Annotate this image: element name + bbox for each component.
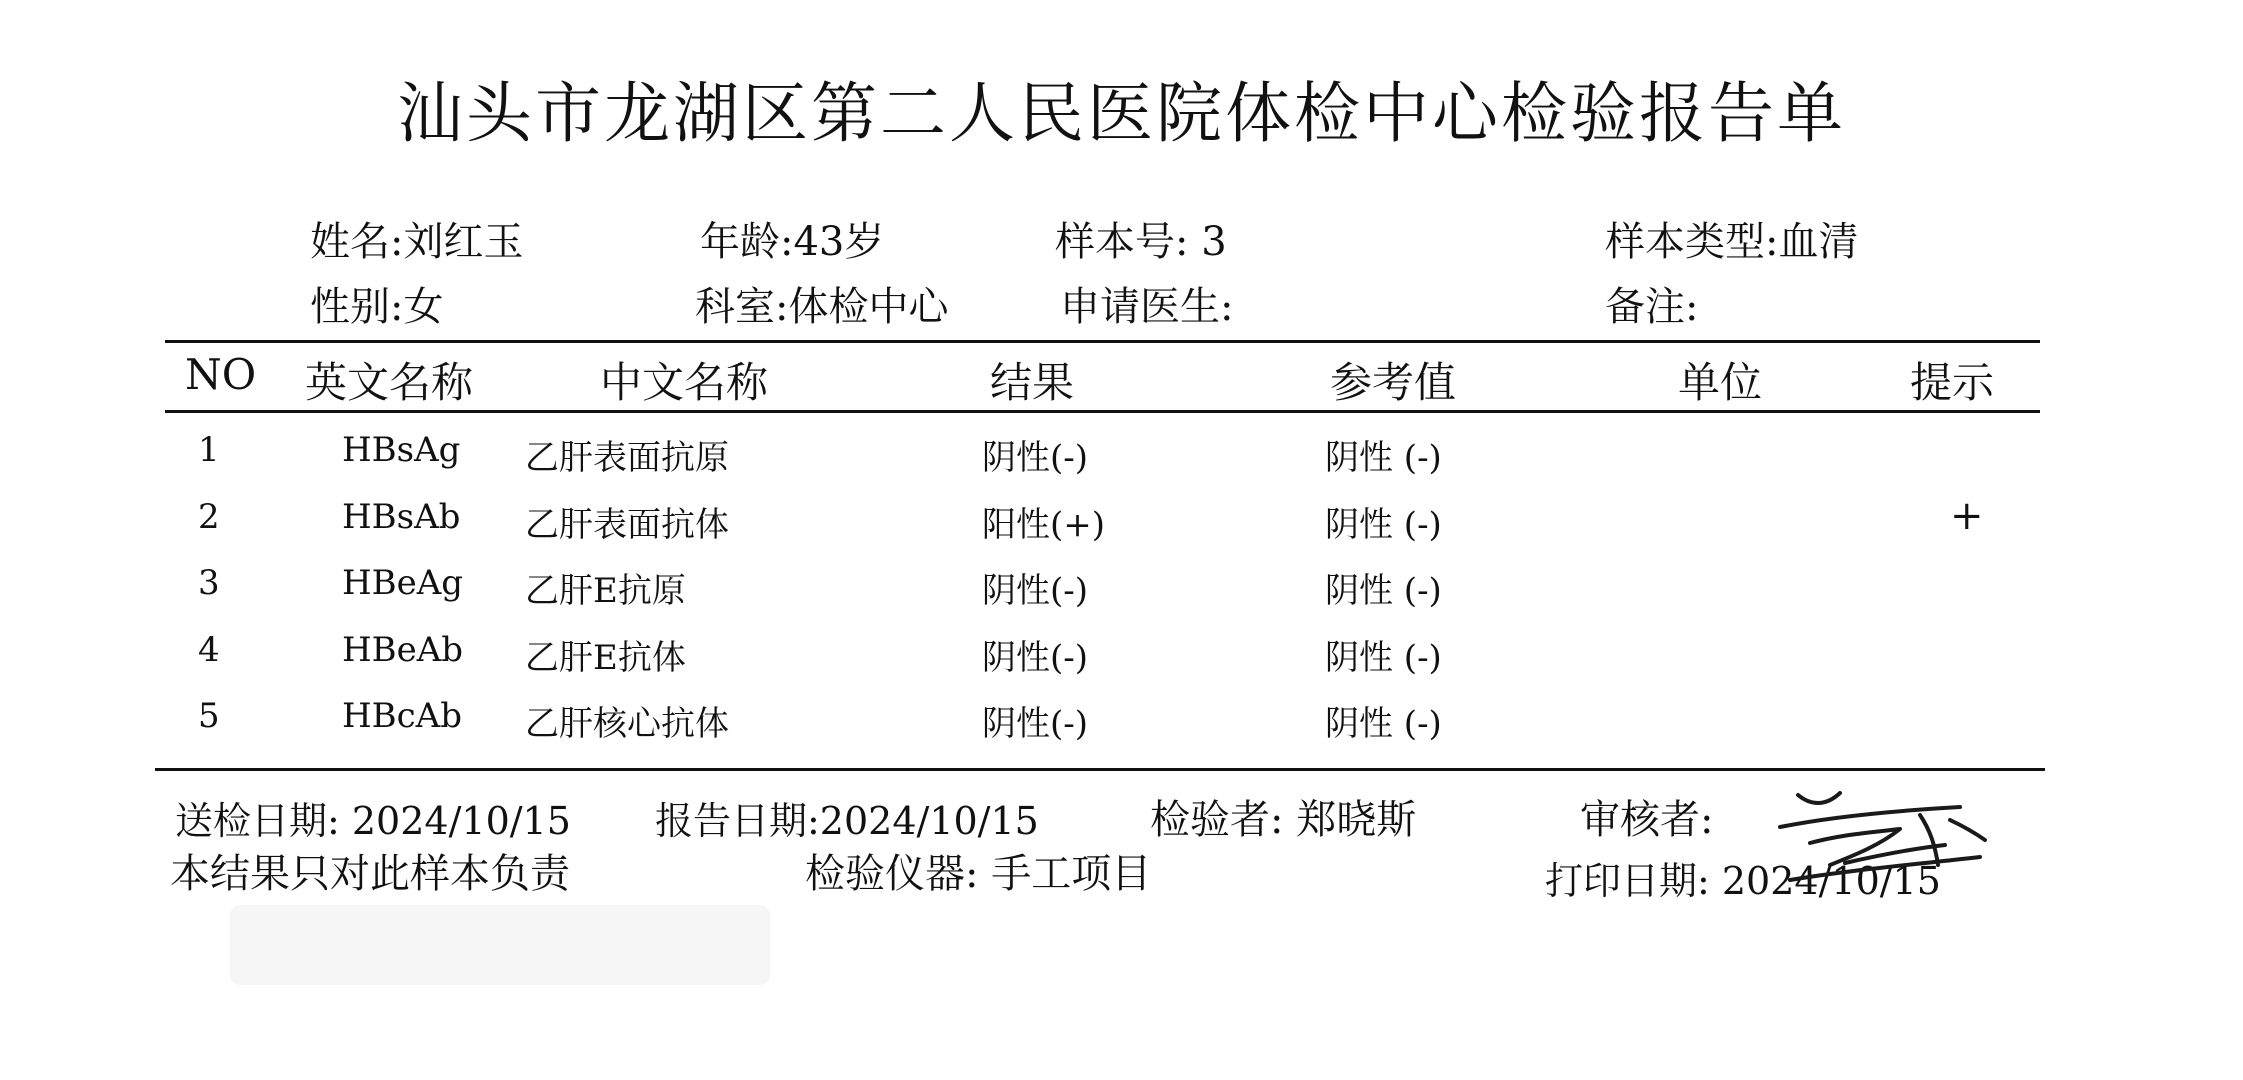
row-chinese-name: 乙肝E抗体 (525, 638, 686, 678)
row-reference: 阴性 (-) (1325, 704, 1442, 744)
row-reference: 阴性 (-) (1325, 505, 1442, 545)
reviewer-signature (1770, 785, 2000, 895)
row-result: 阴性(-) (982, 704, 1089, 744)
patient-sex: 性别:女 (310, 284, 444, 330)
row-no: 3 (198, 563, 220, 603)
send-date: 送检日期: 2024/10/15 (175, 799, 571, 843)
faded-smudge (230, 905, 770, 985)
sample-type: 样本类型:血清 (1605, 219, 1859, 265)
row-no: 1 (198, 430, 220, 470)
row-reference: 阴性 (-) (1325, 638, 1442, 678)
row-english-name: HBsAb (342, 497, 461, 537)
row-result: 阳性(+) (982, 505, 1106, 545)
department: 科室:体检中心 (695, 284, 949, 330)
patient-age: 年龄:43岁 (700, 219, 885, 265)
instrument: 检验仪器: 手工项目 (805, 851, 1152, 897)
row-result: 阴性(-) (982, 571, 1089, 611)
row-flag: + (1950, 493, 1984, 539)
disclaimer: 本结果只对此样本负责 (170, 851, 570, 897)
header-chinese-name: 中文名称 (600, 358, 769, 407)
print-date: 打印日期: 2024/10/15 (1545, 859, 1941, 903)
report-date: 报告日期:2024/10/15 (655, 799, 1039, 843)
table-top-rule (165, 340, 2040, 343)
row-reference: 阴性 (-) (1325, 571, 1442, 611)
row-no: 4 (198, 630, 220, 670)
row-result: 阴性(-) (982, 638, 1089, 678)
row-no: 2 (198, 497, 220, 537)
header-bottom-rule (165, 410, 2040, 413)
row-chinese-name: 乙肝表面抗原 (525, 438, 729, 478)
requesting-doctor: 申请医生: (1060, 284, 1234, 330)
sample-number: 样本号: 3 (1055, 219, 1227, 265)
row-chinese-name: 乙肝表面抗体 (525, 505, 729, 545)
reviewer: 审核者: (1580, 797, 1714, 843)
row-english-name: HBsAg (342, 430, 461, 470)
header-flag: 提示 (1910, 358, 1995, 407)
row-chinese-name: 乙肝E抗原 (525, 571, 686, 611)
tester: 检验者: 郑晓斯 (1150, 797, 1417, 843)
header-reference: 参考值 (1330, 358, 1457, 407)
row-english-name: HBeAg (342, 563, 464, 603)
patient-name: 姓名:刘红玉 (310, 219, 524, 265)
row-result: 阴性(-) (982, 438, 1089, 478)
report-title: 汕头市龙湖区第二人民医院体检中心检验报告单 (397, 75, 1846, 152)
header-no: NO (185, 350, 257, 399)
header-english-name: 英文名称 (305, 358, 474, 407)
row-english-name: HBeAb (342, 630, 464, 670)
row-chinese-name: 乙肝核心抗体 (525, 704, 729, 744)
row-reference: 阴性 (-) (1325, 438, 1442, 478)
header-unit: 单位 (1678, 358, 1763, 407)
table-bottom-rule (155, 768, 2045, 771)
row-no: 5 (198, 696, 220, 736)
header-result: 结果 (990, 358, 1075, 407)
row-english-name: HBcAb (342, 696, 462, 736)
remark: 备注: (1605, 284, 1699, 330)
